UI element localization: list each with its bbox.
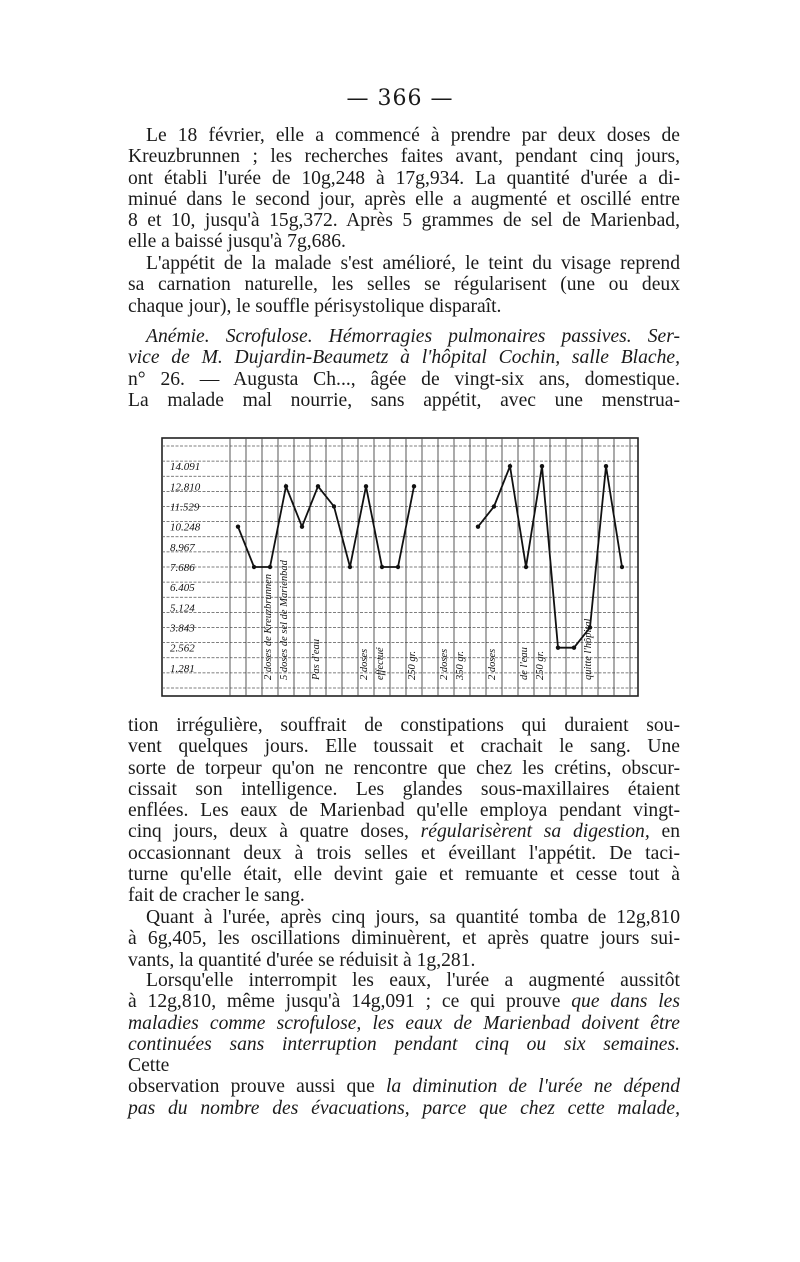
paragraph-2 — [128, 253, 680, 317]
text-line: occasionnant deux à trois selles et éveillant l'appétit. De taci- — [128, 842, 680, 864]
text-line: minué dans le second jour, après elle a augmenté et oscillé entre — [128, 188, 680, 210]
chart-annotation: Pas d'eau — [310, 638, 322, 680]
text-segment: à 12g,810, même jusqu'à 14g,091 ; ce qui prouve — [128, 991, 561, 1013]
urea-point — [396, 565, 400, 569]
urea-point — [252, 565, 256, 569]
paragraph-3 — [128, 326, 680, 411]
text-line — [128, 1076, 680, 1097]
y-tick-label: 7.686 — [170, 562, 195, 574]
urea-point — [492, 504, 496, 508]
text-line: à 6g,405, les oscillations diminuèrent, et après quatre jours sui- — [128, 928, 680, 950]
urea-point — [556, 645, 560, 649]
text-line: Le 18 février, elle a commencé à prendre par deux doses de — [146, 125, 680, 146]
chart-annotation: 2 doses de Kreuzbrunnen — [262, 573, 274, 680]
y-tick-label: 12.810 — [170, 481, 201, 494]
chart-annotation: 250 gr. — [406, 650, 418, 680]
chart-annotation: 2 doses — [358, 648, 370, 680]
urea-point — [348, 565, 352, 569]
chart-annotation: 2 doses — [438, 648, 450, 680]
text-line: sa carnation naturelle, les selles se régularisent (une ou deux — [128, 274, 680, 296]
urea-point — [380, 565, 384, 569]
y-tick-label: 3.843 — [170, 622, 195, 635]
paragraph-6 — [128, 970, 680, 1119]
urea-point — [268, 565, 272, 569]
chart-annotation: 250 gr. — [534, 650, 546, 680]
italic-segment: que dans les — [571, 991, 680, 1013]
paragraph-5 — [128, 907, 680, 971]
text-line: chaque jour), le souffle périsystolique disparaît. — [128, 295, 502, 317]
urea-point — [364, 484, 368, 488]
text-line: 8 et 10, jusqu'à 15g,372. Après 5 grammes de sel de Marienbad, — [128, 210, 680, 232]
urea-point — [572, 645, 576, 649]
urea-point — [620, 565, 624, 569]
urea-point — [524, 565, 528, 569]
text-line: Kreuzbrunnen ; les recherches faites avant, pendant cinq jours, — [128, 146, 680, 168]
y-tick-label: 10.248 — [170, 521, 201, 534]
urea-point — [508, 464, 512, 468]
urea-point — [412, 484, 416, 488]
chart-annotation: de l'eau — [518, 647, 530, 680]
paragraph-1 — [128, 125, 680, 253]
urea-point — [284, 484, 288, 488]
text-line: tion irrégulière, souffrait de constipations qui duraient sou- — [128, 715, 680, 736]
text-line — [128, 821, 680, 842]
y-tick-label: 8.967 — [170, 541, 195, 554]
chart-annotation: 2 doses — [486, 648, 498, 680]
text-line: elle a baissé jusqu'à 7g,686. — [128, 231, 346, 253]
chart-annotation: effectué — [374, 647, 386, 680]
paragraph-4 — [128, 715, 680, 907]
urea-point — [332, 504, 336, 508]
text-line — [128, 991, 680, 1012]
italic-line: pas du nombre des évacuations, parce que chez cette malade, — [128, 1097, 680, 1119]
text-segment: observation prouve aussi que — [128, 1076, 375, 1098]
text-line: sorte de torpeur qu'on ne rencontre que chez les crétins, obscur- — [128, 757, 680, 779]
y-tick-label: 14.091 — [170, 461, 201, 474]
italic-segment: la diminution de l'urée ne dépend — [385, 1076, 680, 1098]
italic-line: maladies comme scrofulose, les eaux de Marienbad doivent être — [128, 1012, 680, 1034]
case-heading-line: Anémie. Scrofulose. Hémorragies pulmonaires passives. Ser- — [146, 326, 680, 347]
urea-point — [476, 524, 480, 528]
page-number: — 366 — — [346, 86, 454, 111]
urea-point — [300, 524, 304, 528]
y-tick-label: 2.562 — [170, 642, 195, 655]
text-line: La malade mal nourrie, sans appétit, avec une menstrua- — [128, 389, 680, 411]
text-line: cissait son intelligence. Les glandes sous-maxillaires étaient — [128, 778, 680, 800]
y-tick-label: 6.405 — [170, 582, 195, 595]
text-line — [128, 1055, 680, 1076]
text-line: Quant à l'urée, après cinq jours, sa quantité tomba de 12g,810 — [146, 907, 680, 928]
italic-line: continuées sans interruption pendant cinq ou six semaines. — [128, 1033, 680, 1055]
text-line: turne qu'elle était, elle devint gaie et remuante et cesse tout à — [128, 864, 680, 886]
case-heading-line: vice de M. Dujardin-Beaumetz à l'hôpital Cochin, salle Blache, — [128, 347, 680, 369]
y-tick-label: 11.529 — [170, 501, 200, 514]
chart-annotation: 350 gr. — [454, 650, 466, 680]
italic-segment: régularisèrent sa digestion, — [420, 821, 650, 843]
y-tick-label: 1.281 — [170, 662, 195, 675]
text-line: ont établi l'urée de 10g,248 à 17g,934. La quantité d'urée a di- — [128, 167, 680, 189]
text-line: fait de cracher le sang. — [128, 885, 305, 907]
y-tick-label: 5.124 — [170, 602, 195, 615]
text-line: enflées. Les eaux de Marienbad qu'elle employa pendant vingt- — [128, 800, 680, 822]
chart-annotation: quitte l'hôpital — [582, 618, 594, 680]
text-segment: en — [661, 821, 681, 843]
text-line: vants, la quantité d'urée se réduisit à 1g,281. — [128, 949, 476, 971]
text-line: n° 26. — Augusta Ch..., âgée de vingt-six ans, domestique. — [128, 368, 680, 390]
urea-point — [604, 464, 608, 468]
text-line: vent quelques jours. Elle toussait et crachait le sang. Une — [128, 736, 680, 758]
chart-annotation: 5 doses de sel de Marienbad — [278, 560, 290, 680]
urea-point — [316, 484, 320, 488]
urea-chart-svg — [160, 436, 640, 698]
text-line: Lorsqu'elle interrompit les eaux, l'urée a augmenté aussitôt — [146, 970, 680, 991]
urea-chart — [160, 436, 640, 698]
text-line: L'appétit de la malade s'est amélioré, le teint du visage reprend — [146, 253, 680, 274]
urea-point — [540, 464, 544, 468]
text-segment: cinq jours, deux à quatre doses, — [128, 821, 409, 843]
urea-point — [236, 524, 240, 528]
text-segment: Cette — [128, 1055, 170, 1077]
